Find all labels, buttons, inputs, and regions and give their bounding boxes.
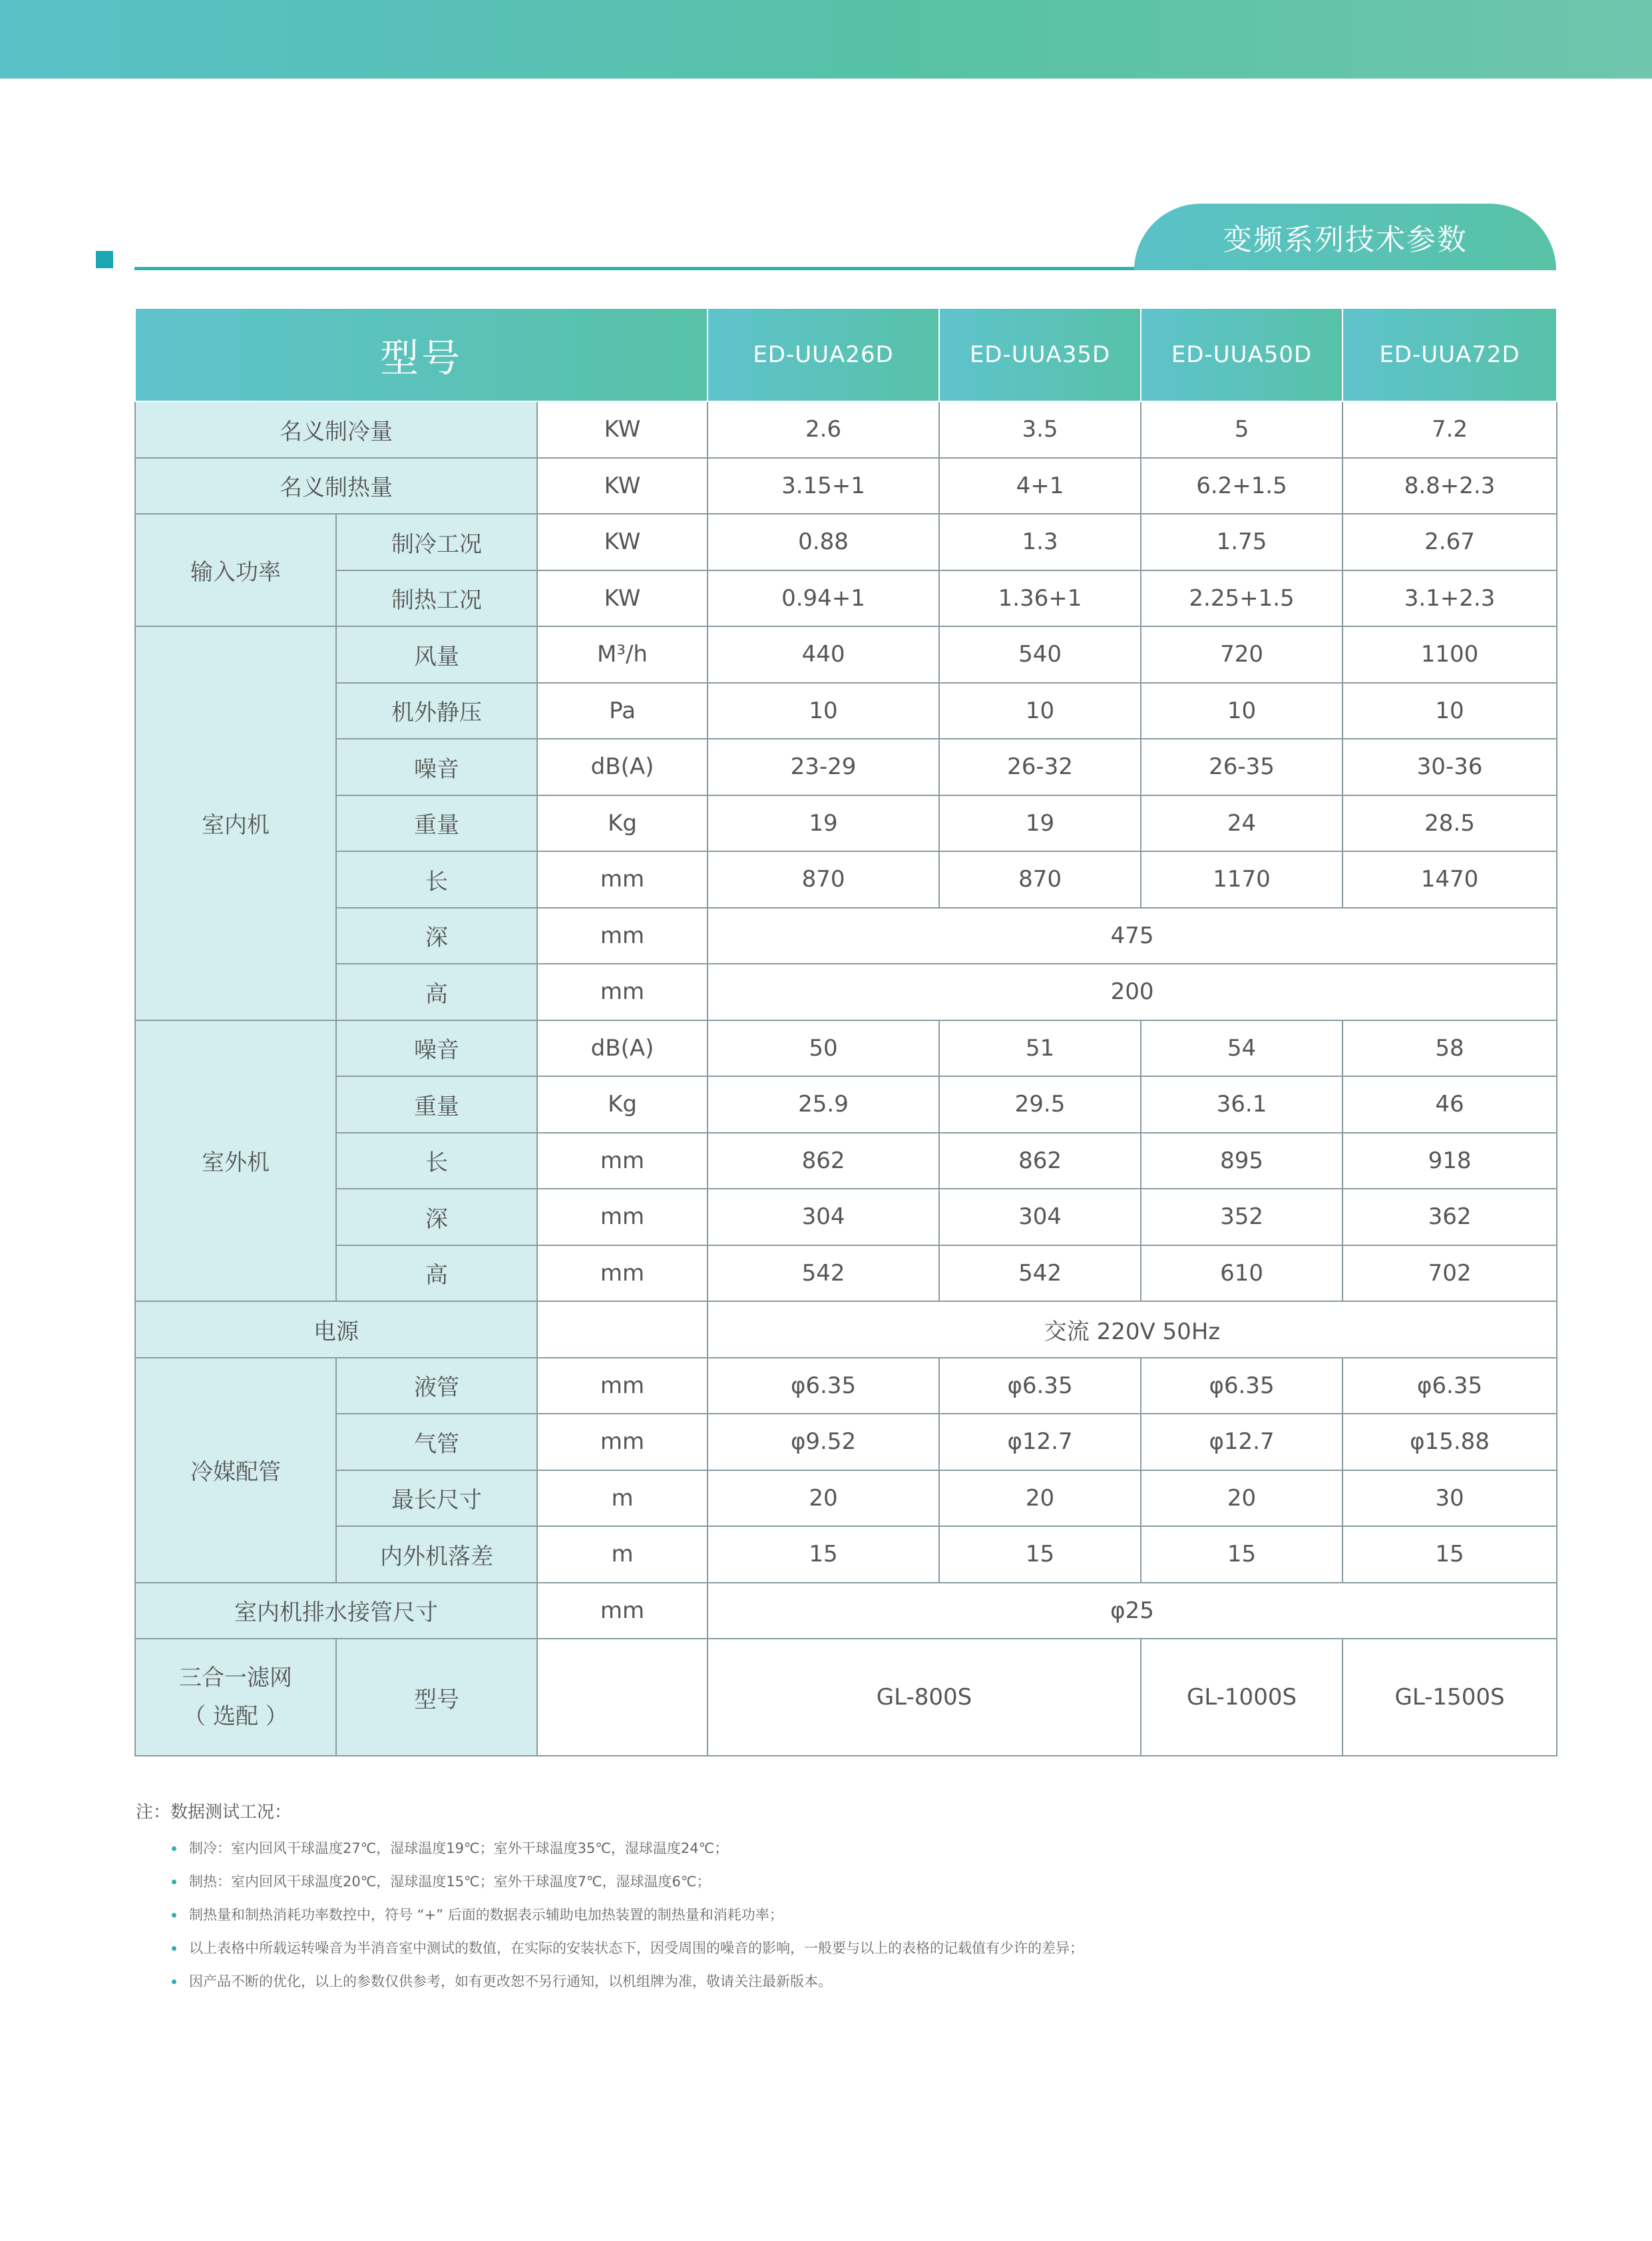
value-cell: φ15.88 [1342,1414,1557,1470]
value-cell: 10 [1141,683,1342,739]
table-row [135,739,1557,795]
value-cell: φ9.52 [708,1414,939,1470]
value-cell: 36.1 [1141,1076,1342,1133]
spec-table [134,307,1557,1756]
value-cell: φ6.35 [1342,1358,1557,1414]
unit-cell: Pa [537,683,708,739]
value-cell: 1.36+1 [939,570,1141,627]
value-cell: 0.94+1 [708,570,939,627]
value-cell: 6.2+1.5 [1141,458,1342,514]
table-row [135,626,1557,683]
value-cell: 362 [1342,1189,1557,1245]
table-header-row [135,308,1557,401]
unit-cell: mm [537,1133,708,1189]
unit-cell: mm [537,964,708,1020]
merged-value-cell: 475 [708,908,1557,964]
unit-cell: mm [537,1245,708,1302]
table-row [135,1133,1557,1189]
unit-cell: KW [537,458,708,514]
value-cell: 19 [708,795,939,852]
group-label: 室外机 [135,1020,336,1302]
table-row [135,1020,1557,1077]
unit-cell: dB(A) [537,1020,708,1077]
row-label: 噪音 [336,739,537,795]
value-cell: 5 [1141,401,1342,458]
merged-value-cell: φ25 [708,1583,1557,1639]
model-name: ED-UUA26D [708,308,939,401]
unit-cell: m [537,1526,708,1583]
unit-cell: mm [537,1583,708,1639]
value-cell: 30 [1342,1470,1557,1527]
row-label: 最长尺寸 [336,1470,537,1527]
note-text: 因产品不断的优化，以上的参数仅供参考，如有更改恕不另行通知，以机组牌为准，敬请关注最新版本。 [189,1973,832,1989]
table-row [135,1245,1557,1302]
value-cell: 870 [708,851,939,908]
value-cell: 1170 [1141,851,1342,908]
value-cell: 26-35 [1141,739,1342,795]
table-row [135,570,1557,627]
value-cell: 51 [939,1020,1141,1077]
value-cell: φ6.35 [1141,1358,1342,1414]
unit-cell: mm [537,908,708,964]
group-label [135,1639,336,1756]
row-label: 深 [336,908,537,964]
note-text: 制冷：室内回风干球温度27℃，湿球温度19℃；室外干球温度35℃，湿球温度24℃； [189,1840,729,1856]
row-label: 气管 [336,1414,537,1470]
section-title: 变频系列技术参数 [1134,204,1556,270]
row-label: 长 [336,1133,537,1189]
value-cell: 29.5 [939,1076,1141,1133]
table-row [135,1076,1557,1133]
row-label: 室内机排水接管尺寸 [135,1583,537,1639]
value-cell: 58 [1342,1020,1557,1077]
row-label: 风量 [336,626,537,683]
value-cell: 720 [1141,626,1342,683]
value-cell: 15 [1342,1526,1557,1583]
value-cell: 3.15+1 [708,458,939,514]
value-cell: 28.5 [1342,795,1557,852]
value-cell: 15 [708,1526,939,1583]
row-label: 高 [336,1245,537,1302]
value-cell: 20 [708,1470,939,1527]
value-cell: 1470 [1342,851,1557,908]
value-cell: φ12.7 [939,1414,1141,1470]
value-cell: 2.6 [708,401,939,458]
value-cell: 610 [1141,1245,1342,1302]
value-cell: 1.75 [1141,514,1342,570]
unit-cell: dB(A) [537,739,708,795]
table-row [135,1470,1557,1527]
value-cell: 304 [939,1189,1141,1245]
unit-cell: mm [537,851,708,908]
row-label: 液管 [336,1358,537,1414]
unit-cell: Kg [537,795,708,852]
bullet-icon [172,1913,176,1918]
merged-value-cell: 200 [708,964,1557,1020]
value-cell: 542 [708,1245,939,1302]
value-cell: 542 [939,1245,1141,1302]
value-cell: 10 [939,683,1141,739]
table-row [135,683,1557,739]
merged-value-cell: 交流 220V 50Hz [708,1301,1557,1358]
value-cell: 26-32 [939,739,1141,795]
bullet-icon [172,1979,176,1984]
table-row [135,851,1557,908]
value-cell: 862 [708,1133,939,1189]
bullet-icon [172,1880,176,1884]
bullet-icon [172,1846,176,1851]
row-label: 制冷工况 [336,514,537,570]
row-label: 噪音 [336,1020,537,1077]
model-name: ED-UUA35D [939,308,1141,401]
model-name: ED-UUA72D [1342,308,1557,401]
model-name: ED-UUA50D [1141,308,1342,401]
row-label: 名义制热量 [135,458,537,514]
value-cell: 0.88 [708,514,939,570]
table-row [135,458,1557,514]
table-row [135,1358,1557,1414]
unit-cell: Kg [537,1076,708,1133]
table-row [135,1189,1557,1245]
table-row [135,795,1557,852]
table-row [135,1583,1557,1639]
row-label: 重量 [336,1076,537,1133]
unit-cell: m [537,1470,708,1527]
value-cell: φ6.35 [939,1358,1141,1414]
value-cell: 352 [1141,1189,1342,1245]
unit-cell: KW [537,514,708,570]
unit-cell: KW [537,570,708,627]
value-cell: 54 [1141,1020,1342,1077]
row-label: 电源 [135,1301,537,1358]
value-cell: 25.9 [708,1076,939,1133]
list-item [136,1874,1534,1907]
group-label: 冷媒配管 [135,1358,336,1583]
filter-label-line1: 三合一滤网 [179,1665,292,1691]
value-cell: 870 [939,851,1141,908]
filter-label-line2: （ 选配 ） [183,1703,288,1730]
value-cell: 862 [939,1133,1141,1189]
value-cell: 10 [708,683,939,739]
value-cell: 20 [1141,1470,1342,1527]
value-cell: 918 [1342,1133,1557,1189]
value-cell: 7.2 [1342,401,1557,458]
table-row [135,1414,1557,1470]
unit-cell [537,1301,708,1358]
value-cell: 2.25+1.5 [1141,570,1342,627]
unit-cell: M³/h [537,626,708,683]
value-cell: 1.3 [939,514,1141,570]
top-banner [0,0,1652,79]
value-cell: 3.1+2.3 [1342,570,1557,627]
group-label: 室内机 [135,626,336,1020]
row-label: 深 [336,1189,537,1245]
value-cell: 2.67 [1342,514,1557,570]
value-cell: 19 [939,795,1141,852]
row-label: 名义制冷量 [135,401,537,458]
row-label: 重量 [336,795,537,852]
value-cell: 540 [939,626,1141,683]
value-cell: 15 [939,1526,1141,1583]
group-label: 输入功率 [135,514,336,626]
value-cell: 50 [708,1020,939,1077]
note-text: 制热量和制热消耗功率数控中，符号 “+” 后面的数据表示辅助电加热装置的制热量和消耗功率； [189,1907,783,1923]
note-text: 以上表格中所载运转噪音为半消音室中测试的数值，在实际的安装状态下，因受周围的噪音的影响，一般要与以上的表格的记载值有少许的差异； [189,1940,1084,1956]
value-cell: 3.5 [939,401,1141,458]
model-header: 型号 [135,308,708,401]
value-cell: 702 [1342,1245,1557,1302]
value-cell: 20 [939,1470,1141,1527]
value-cell: GL-1500S [1342,1639,1557,1756]
table-row [135,1639,1557,1756]
table-row [135,1526,1557,1583]
value-cell: 440 [708,626,939,683]
list-item [136,1840,1534,1874]
row-label: 高 [336,964,537,1020]
value-cell: 895 [1141,1133,1342,1189]
row-label: 型号 [336,1639,537,1756]
row-label: 长 [336,851,537,908]
unit-cell: KW [537,401,708,458]
value-cell: 15 [1141,1526,1342,1583]
value-cell: φ12.7 [1141,1414,1342,1470]
merged-value-cell: GL-800S [708,1639,1141,1756]
row-label: 制热工况 [336,570,537,627]
section-marker [96,251,113,268]
table-row [135,908,1557,964]
notes-title: 注：数据测试工况： [136,1802,292,1822]
table-row [135,964,1557,1020]
value-cell: GL-1000S [1141,1639,1342,1756]
value-cell: 4+1 [939,458,1141,514]
value-cell: 23-29 [708,739,939,795]
unit-cell: mm [537,1414,708,1470]
row-label: 机外静压 [336,683,537,739]
value-cell: 24 [1141,795,1342,852]
unit-cell: mm [537,1358,708,1414]
list-item [136,1907,1534,1940]
table-row [135,1301,1557,1358]
value-cell: 46 [1342,1076,1557,1133]
table-row [135,401,1557,458]
note-text: 制热：室内回风干球温度20℃，湿球温度15℃；室外干球温度7℃，湿球温度6℃； [189,1874,711,1890]
value-cell: φ6.35 [708,1358,939,1414]
bullet-icon [172,1946,176,1951]
value-cell: 8.8+2.3 [1342,458,1557,514]
value-cell: 30-36 [1342,739,1557,795]
list-item [136,1940,1534,1973]
unit-cell: mm [537,1189,708,1245]
value-cell: 10 [1342,683,1557,739]
unit-cell [537,1639,708,1756]
notes-list [136,1840,1534,2007]
value-cell: 1100 [1342,626,1557,683]
table-row [135,514,1557,570]
list-item [136,1973,1534,2007]
row-label: 内外机落差 [336,1526,537,1583]
notes-section [136,1798,1534,2007]
value-cell: 304 [708,1189,939,1245]
